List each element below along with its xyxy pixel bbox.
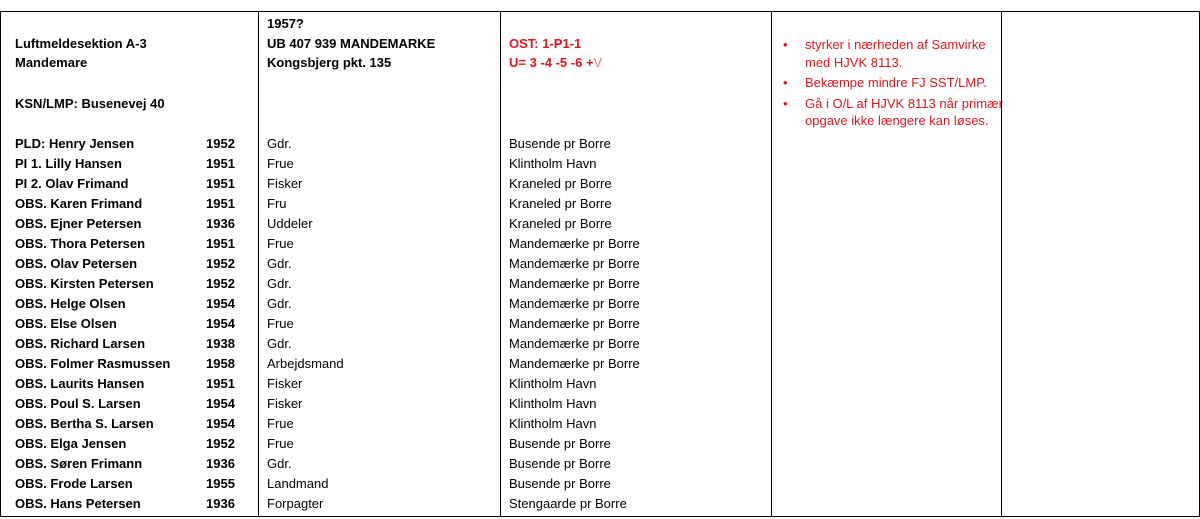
person-year: 1951 bbox=[206, 376, 235, 391]
person-address: Klintholm Havn bbox=[509, 416, 597, 431]
person-address: Mandemærke pr Borre bbox=[509, 296, 640, 311]
task-item bbox=[780, 74, 1010, 92]
u-code bbox=[509, 54, 602, 71]
person-name: OBS. Laurits Hansen bbox=[15, 376, 145, 391]
ksn-address: KSN/LMP: Busenevej 40 bbox=[15, 96, 165, 111]
person-name: PLD: Henry Jensen bbox=[15, 136, 135, 151]
person-occupation: Landmand bbox=[267, 476, 329, 491]
bullet-icon: • bbox=[783, 37, 788, 52]
kongsbjerg-point: Kongsbjerg pkt. 135 bbox=[267, 55, 392, 70]
person-occupation: Gdr. bbox=[267, 276, 292, 291]
table-row bbox=[0, 275, 760, 295]
table-top-border bbox=[0, 11, 1200, 12]
person-occupation: Frue bbox=[267, 316, 294, 331]
person-name: OBS. Elga Jensen bbox=[15, 436, 127, 451]
person-year: 1952 bbox=[206, 276, 235, 291]
table-row bbox=[0, 155, 760, 175]
table-row bbox=[0, 395, 760, 415]
ost-code: OST: 1-P1-1 bbox=[509, 36, 582, 51]
person-address: Klintholm Havn bbox=[509, 156, 597, 171]
table-row bbox=[0, 355, 760, 375]
u-code-suffix: V bbox=[593, 55, 603, 70]
table-row bbox=[0, 195, 760, 215]
column-divider bbox=[771, 11, 772, 517]
table-row bbox=[0, 415, 760, 435]
table-bottom-border bbox=[0, 516, 1200, 517]
person-address: Busende pr Borre bbox=[509, 456, 611, 471]
person-name: OBS. Bertha S. Larsen bbox=[15, 416, 154, 431]
person-address: Mandemærke pr Borre bbox=[509, 356, 640, 371]
person-name: OBS. Kirsten Petersen bbox=[15, 276, 154, 291]
person-year: 1951 bbox=[206, 196, 235, 211]
person-address: Busende pr Borre bbox=[509, 136, 611, 151]
person-name: OBS. Frode Larsen bbox=[15, 476, 133, 491]
person-occupation: Gdr. bbox=[267, 136, 292, 151]
person-address: Busende pr Borre bbox=[509, 476, 611, 491]
person-address: Mandemærke pr Borre bbox=[509, 256, 640, 271]
table-row bbox=[0, 235, 760, 255]
person-name: OBS. Ejner Petersen bbox=[15, 216, 142, 231]
unit-location: Mandemare bbox=[15, 55, 88, 70]
person-address: Kraneled pr Borre bbox=[509, 216, 612, 231]
person-address: Mandemærke pr Borre bbox=[509, 336, 640, 351]
person-address: Kraneled pr Borre bbox=[509, 196, 612, 211]
person-year: 1955 bbox=[206, 476, 235, 491]
person-occupation: Uddeler bbox=[267, 216, 313, 231]
person-name: OBS. Karen Frimand bbox=[15, 196, 143, 211]
person-year: 1951 bbox=[206, 236, 235, 251]
table-row bbox=[0, 255, 760, 275]
person-occupation: Fisker bbox=[267, 376, 303, 391]
person-year: 1936 bbox=[206, 216, 235, 231]
person-occupation: Frue bbox=[267, 416, 294, 431]
person-year: 1936 bbox=[206, 456, 235, 471]
person-occupation: Arbejdsmand bbox=[267, 356, 344, 371]
person-year: 1952 bbox=[206, 256, 235, 271]
person-occupation: Gdr. bbox=[267, 296, 292, 311]
person-name: OBS. Folmer Rasmussen bbox=[15, 356, 171, 371]
person-name: OBS. Poul S. Larsen bbox=[15, 396, 141, 411]
year-note: 1957? bbox=[267, 16, 304, 31]
person-address: Mandemærke pr Borre bbox=[509, 236, 640, 251]
table-row bbox=[0, 495, 760, 515]
person-address: Mandemærke pr Borre bbox=[509, 316, 640, 331]
person-occupation: Fru bbox=[267, 196, 287, 211]
person-year: 1952 bbox=[206, 136, 235, 151]
task-item bbox=[780, 36, 1010, 71]
unit-name: Luftmeldesektion A-3 bbox=[15, 36, 147, 51]
task-text: Bekæmpe mindre FJ SST/LMP. bbox=[805, 75, 987, 90]
person-address: Klintholm Havn bbox=[509, 396, 597, 411]
person-name: OBS. Thora Petersen bbox=[15, 236, 146, 251]
person-name: OBS. Søren Frimann bbox=[15, 456, 143, 471]
person-occupation: Gdr. bbox=[267, 256, 292, 271]
person-year: 1954 bbox=[206, 296, 235, 311]
table-row bbox=[0, 335, 760, 355]
person-occupation: Gdr. bbox=[267, 456, 292, 471]
table-row bbox=[0, 175, 760, 195]
person-address: Stengaarde pr Borre bbox=[509, 496, 627, 511]
person-year: 1951 bbox=[206, 156, 235, 171]
task-text: Gå i O/L af HJVK 8113 når primær opgave ikke længere kan løses. bbox=[805, 95, 1003, 128]
table-row bbox=[0, 315, 760, 335]
person-year: 1954 bbox=[206, 396, 235, 411]
ub-reference: UB 407 939 MANDEMARKE bbox=[267, 36, 436, 51]
person-name: OBS. Olav Petersen bbox=[15, 256, 138, 271]
person-occupation: Fisker bbox=[267, 396, 303, 411]
person-occupation: Forpagter bbox=[267, 496, 324, 511]
person-name: PI 2. Olav Frimand bbox=[15, 176, 129, 191]
table-row bbox=[0, 135, 760, 155]
table-row bbox=[0, 435, 760, 455]
person-occupation: Frue bbox=[267, 436, 294, 451]
task-item bbox=[780, 95, 1010, 130]
person-name: OBS. Richard Larsen bbox=[15, 336, 146, 351]
table-row bbox=[0, 475, 760, 495]
person-year: 1936 bbox=[206, 496, 235, 511]
person-name: PI 1. Lilly Hansen bbox=[15, 156, 122, 171]
person-name: OBS. Else Olsen bbox=[15, 316, 117, 331]
person-occupation: Gdr. bbox=[267, 336, 292, 351]
person-year: 1938 bbox=[206, 336, 235, 351]
person-year: 1954 bbox=[206, 416, 235, 431]
person-year: 1951 bbox=[206, 176, 235, 191]
person-name: OBS. Hans Petersen bbox=[15, 496, 141, 511]
bullet-icon: • bbox=[783, 75, 788, 90]
person-occupation: Frue bbox=[267, 236, 294, 251]
table-row bbox=[0, 295, 760, 315]
person-address: Klintholm Havn bbox=[509, 376, 597, 391]
person-address: Kraneled pr Borre bbox=[509, 176, 612, 191]
table-row bbox=[0, 455, 760, 475]
person-year: 1958 bbox=[206, 356, 235, 371]
person-address: Mandemærke pr Borre bbox=[509, 276, 640, 291]
bullet-icon: • bbox=[783, 95, 788, 111]
u-code-value: U= 3 -4 -5 -6 + bbox=[509, 55, 594, 70]
task-text: styrker i nærheden af Samvirke med HJVK 8113. bbox=[805, 37, 986, 70]
person-year: 1954 bbox=[206, 316, 235, 331]
person-occupation: Frue bbox=[267, 156, 294, 171]
person-address: Busende pr Borre bbox=[509, 436, 611, 451]
table-row bbox=[0, 215, 760, 235]
person-year: 1952 bbox=[206, 436, 235, 451]
table-row bbox=[0, 375, 760, 395]
person-occupation: Fisker bbox=[267, 176, 303, 191]
task-list bbox=[780, 36, 1010, 133]
person-name: OBS. Helge Olsen bbox=[15, 296, 126, 311]
